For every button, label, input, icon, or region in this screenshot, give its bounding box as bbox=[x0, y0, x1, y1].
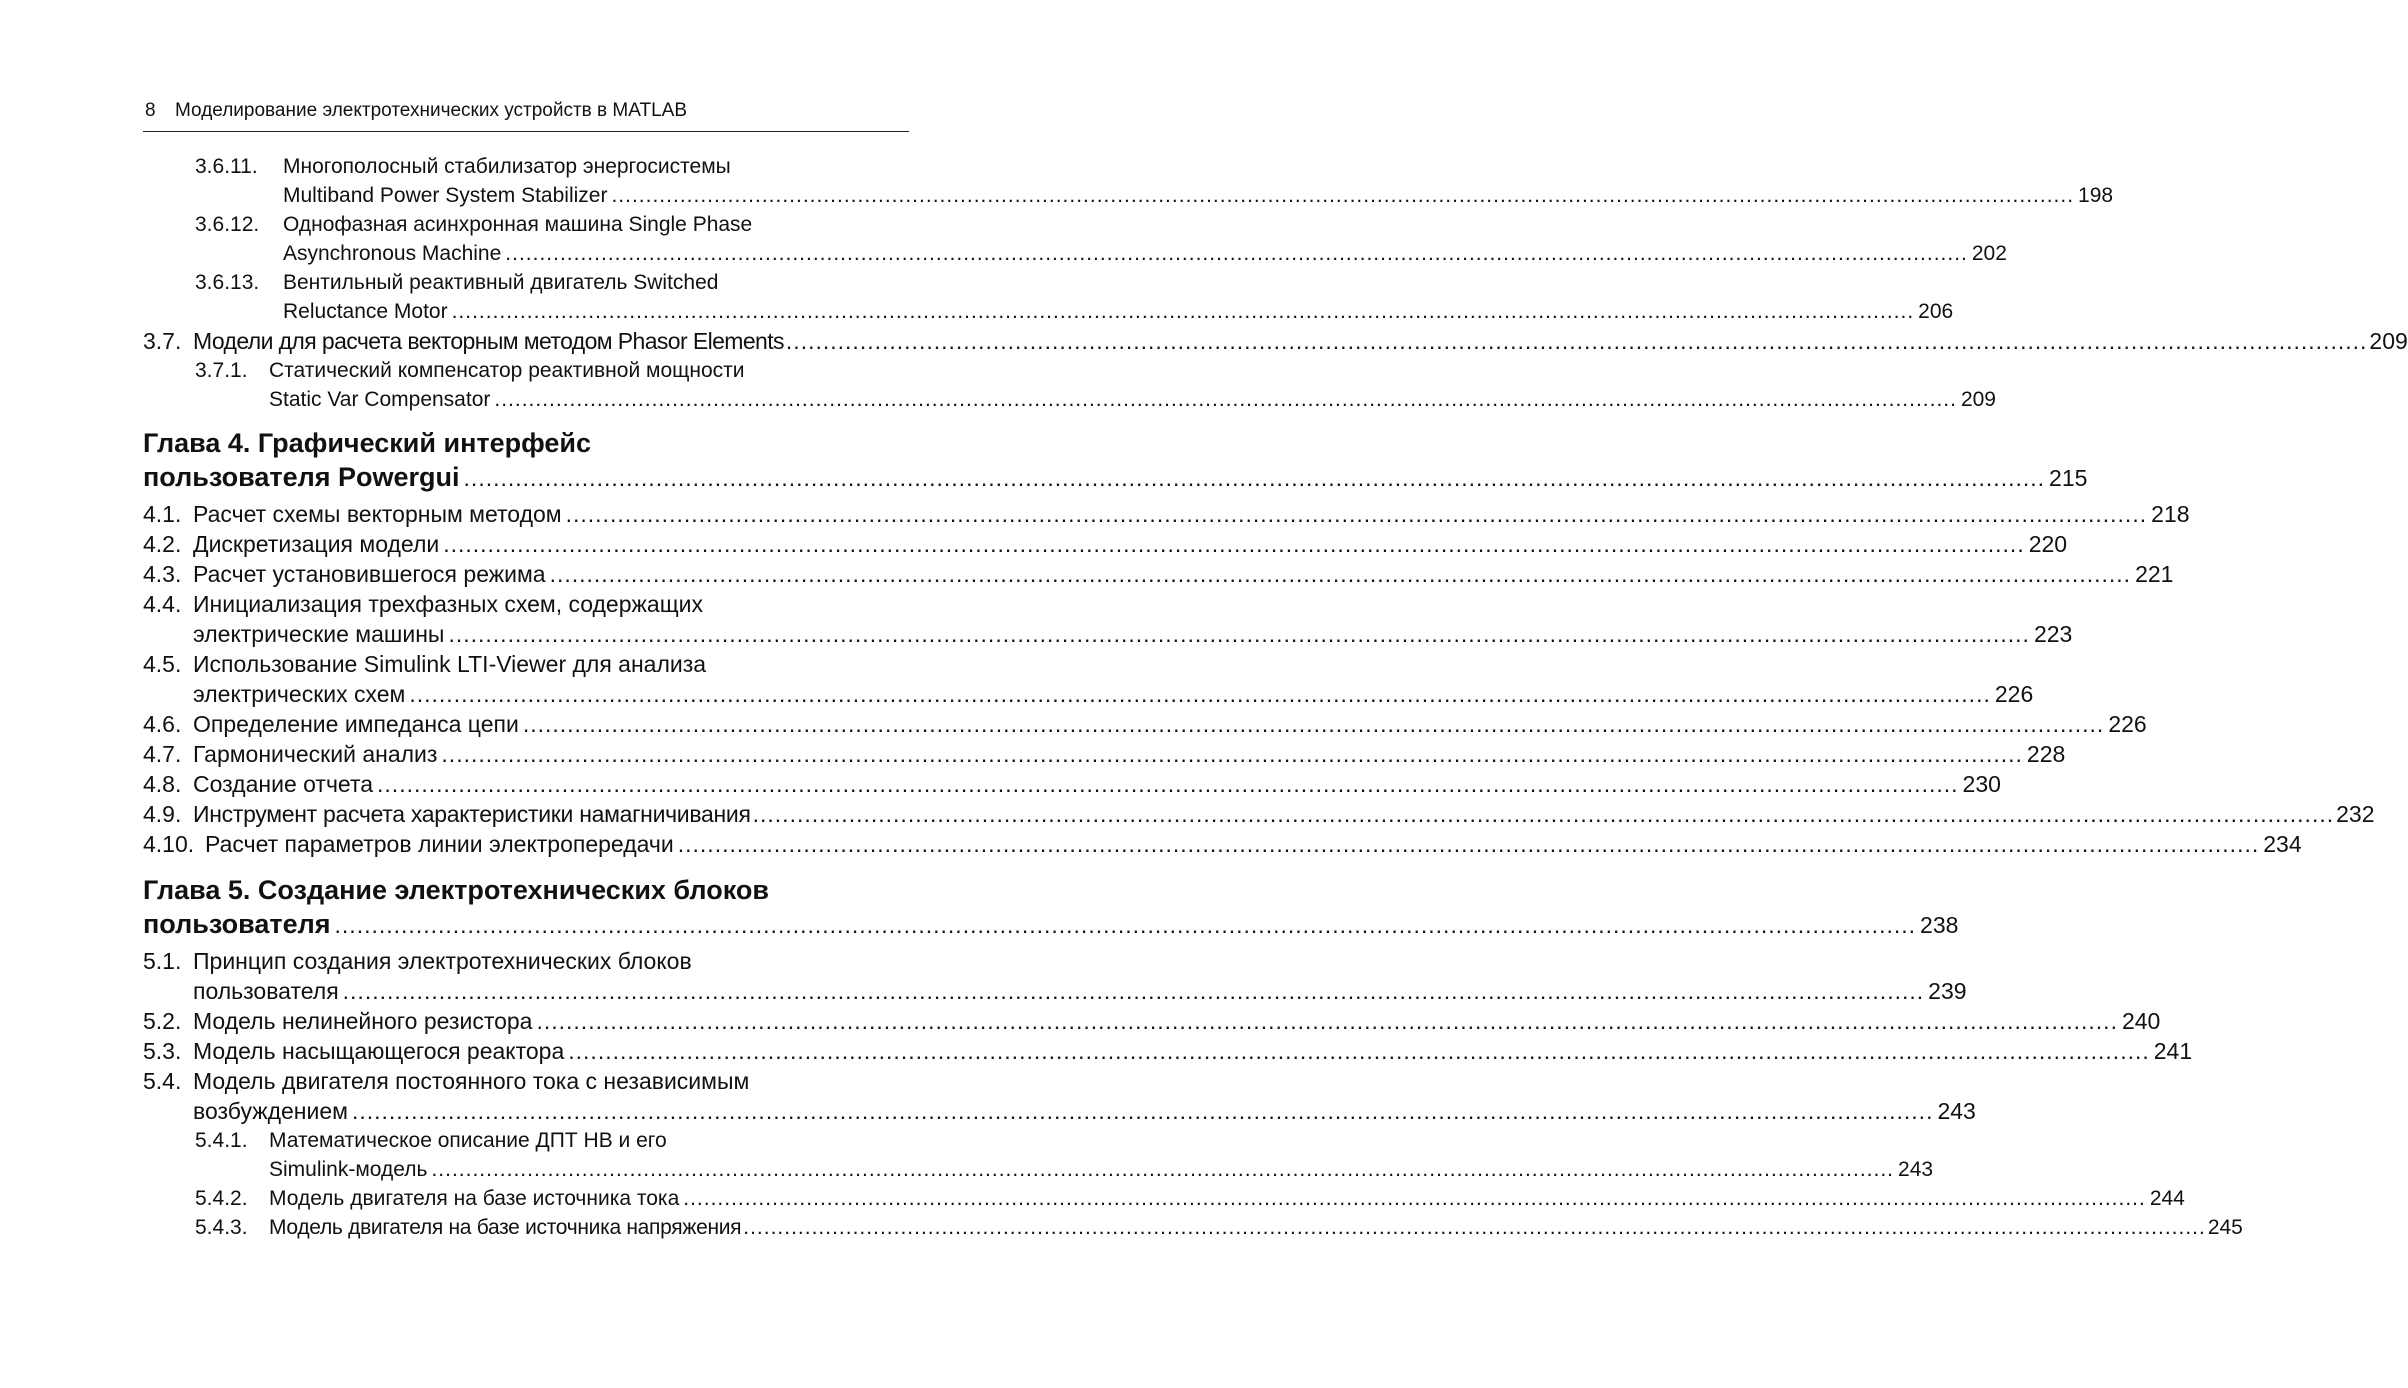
toc-title: Вентильный реактивный двигатель Switched bbox=[283, 271, 719, 294]
toc-number: 5.4.3. bbox=[195, 1216, 248, 1239]
toc-page: 223 bbox=[2033, 621, 2073, 647]
toc-entry-5-4[interactable] bbox=[143, 1066, 1976, 1126]
dot-leader bbox=[523, 709, 2105, 739]
toc-number: 4.7. bbox=[143, 741, 182, 767]
chapter-title-cont: пользователя Powergui bbox=[143, 462, 460, 492]
dot-leader bbox=[550, 559, 2132, 589]
toc-entry-4-4[interactable] bbox=[143, 589, 2073, 649]
toc-title: Однофазная асинхронная машина Single Phase bbox=[283, 213, 753, 236]
toc-entry-5-4-1[interactable] bbox=[143, 1126, 1934, 1184]
dot-leader bbox=[448, 619, 2030, 649]
dot-leader bbox=[611, 181, 2074, 210]
toc-title-cont: Multiband Power System Stabilizer bbox=[283, 184, 608, 207]
toc-entry-4-6[interactable] bbox=[143, 709, 2147, 739]
toc-page: 218 bbox=[2151, 501, 2190, 527]
toc-title-cont: Simulink-модель bbox=[269, 1158, 428, 1181]
toc-page: 244 bbox=[2149, 1187, 2185, 1210]
toc-number: 4.6. bbox=[143, 711, 182, 737]
toc-title-cont: пользователя bbox=[193, 978, 339, 1004]
toc-page: 240 bbox=[2121, 1008, 2161, 1034]
toc-title-cont: возбуждением bbox=[193, 1098, 348, 1124]
toc-page: 243 bbox=[1937, 1098, 1976, 1124]
dot-leader bbox=[678, 829, 2260, 859]
table-of-contents bbox=[143, 152, 2408, 1242]
dot-leader bbox=[683, 1184, 2146, 1213]
toc-number: 3.6.12. bbox=[195, 213, 260, 236]
toc-number: 4.10. bbox=[143, 831, 195, 857]
toc-entry-3-7[interactable] bbox=[143, 326, 2408, 356]
running-title: Моделирование электротехнических устройств в MATLAB bbox=[175, 100, 688, 121]
toc-entry-4-9[interactable] bbox=[143, 799, 2375, 829]
toc-number: 5.2. bbox=[143, 1008, 182, 1034]
chapter-title: Глава 5. Создание электротехнических блоков bbox=[143, 875, 769, 905]
toc-entry-5-1[interactable] bbox=[143, 946, 1967, 1006]
toc-entry-4-8[interactable] bbox=[143, 769, 2001, 799]
dot-leader bbox=[377, 769, 1959, 799]
dot-leader bbox=[743, 1213, 2206, 1242]
toc-entry-5-4-3[interactable] bbox=[143, 1213, 2243, 1242]
dot-leader bbox=[568, 1036, 2150, 1066]
running-header bbox=[143, 100, 909, 132]
page-number: 8 bbox=[145, 100, 156, 121]
toc-entry-5-4-2[interactable] bbox=[143, 1184, 2185, 1213]
toc-title-cont: электрические машины bbox=[193, 621, 445, 647]
dot-leader bbox=[536, 1006, 2118, 1036]
toc-page: 230 bbox=[1962, 771, 2001, 797]
toc-entry-3-7-1[interactable] bbox=[143, 356, 1996, 414]
chapter-title-cont: пользователя bbox=[143, 909, 331, 939]
dot-leader bbox=[566, 499, 2148, 529]
toc-page: 198 bbox=[2078, 184, 2114, 207]
toc-title-cont: Static Var Compensator bbox=[269, 388, 491, 411]
toc-page: 234 bbox=[2263, 831, 2302, 857]
toc-chapter-5[interactable] bbox=[143, 873, 1959, 942]
toc-title: Расчет параметров линии электропередачи bbox=[205, 831, 674, 857]
toc-number: 4.1. bbox=[143, 501, 182, 527]
dot-leader bbox=[494, 385, 1957, 414]
toc-title: Статический компенсатор реактивной мощности bbox=[269, 359, 745, 382]
toc-title: Принцип создания электротехнических блоков bbox=[193, 948, 692, 974]
toc-page: 232 bbox=[2336, 801, 2375, 827]
toc-title: Математическое описание ДПТ НВ и его bbox=[269, 1129, 667, 1152]
dot-leader bbox=[452, 297, 1915, 326]
toc-entry-5-3[interactable] bbox=[143, 1036, 2193, 1066]
book-page bbox=[143, 100, 2408, 1242]
toc-page: 209 bbox=[1960, 388, 1996, 411]
toc-title: Модель двигателя на базе источника тока bbox=[269, 1187, 680, 1210]
dot-leader bbox=[352, 1096, 1934, 1126]
toc-page: 241 bbox=[2153, 1038, 2193, 1064]
dot-leader bbox=[464, 461, 2046, 495]
toc-title-cont: электрических схем bbox=[193, 681, 406, 707]
toc-number: 3.6.11. bbox=[195, 155, 258, 178]
toc-title: Использование Simulink LTI-Viewer для анализа bbox=[193, 651, 707, 677]
chapter-title: Глава 4. Графический интерфейс bbox=[143, 428, 592, 458]
toc-title: Расчет установившегося режима bbox=[193, 561, 546, 587]
toc-entry-4-5[interactable] bbox=[143, 649, 2034, 709]
toc-title-cont: Asynchronous Machine bbox=[283, 242, 502, 265]
toc-number: 3.6.13. bbox=[195, 271, 260, 294]
toc-title: Многополосный стабилизатор энергосистемы bbox=[283, 155, 731, 178]
toc-page: 226 bbox=[1994, 681, 2034, 707]
toc-title: Гармонический анализ bbox=[193, 741, 438, 767]
toc-entry-3-6-13[interactable] bbox=[143, 268, 1954, 326]
toc-number: 4.9. bbox=[143, 801, 182, 827]
toc-chapter-4[interactable] bbox=[143, 426, 2088, 495]
toc-title: Дискретизация модели bbox=[193, 531, 440, 557]
toc-number: 4.4. bbox=[143, 591, 182, 617]
toc-number: 5.4. bbox=[143, 1068, 182, 1094]
toc-entry-3-6-12[interactable] bbox=[143, 210, 2007, 268]
toc-title: Модель двигателя на базе источника напряжения bbox=[269, 1216, 742, 1239]
toc-page: 206 bbox=[1918, 300, 1954, 323]
toc-number: 3.7.1. bbox=[195, 359, 248, 382]
toc-entry-5-2[interactable] bbox=[143, 1006, 2161, 1036]
dot-leader bbox=[443, 529, 2025, 559]
toc-page: 243 bbox=[1898, 1158, 1934, 1181]
toc-title: Создание отчета bbox=[193, 771, 374, 797]
dot-leader bbox=[786, 326, 2368, 356]
toc-number: 5.1. bbox=[143, 948, 182, 974]
dot-leader bbox=[753, 799, 2335, 829]
toc-title: Расчет схемы векторным методом bbox=[193, 501, 562, 527]
dot-leader bbox=[441, 739, 2023, 769]
toc-entry-4-2[interactable] bbox=[143, 529, 2068, 559]
toc-page: 221 bbox=[2135, 561, 2174, 587]
toc-page: 245 bbox=[2207, 1216, 2243, 1239]
toc-page: 226 bbox=[2108, 711, 2147, 737]
toc-number: 4.2. bbox=[143, 531, 182, 557]
toc-number: 5.4.2. bbox=[195, 1187, 248, 1210]
toc-number: 4.8. bbox=[143, 771, 182, 797]
toc-number: 5.3. bbox=[143, 1038, 182, 1064]
toc-entry-4-7[interactable] bbox=[143, 739, 2066, 769]
toc-title: Модель нелинейного резистора bbox=[193, 1008, 533, 1034]
toc-title: Модель насыщающегося реактора bbox=[193, 1038, 565, 1064]
toc-entry-4-1[interactable] bbox=[143, 499, 2190, 529]
toc-title: Инициализация трехфазных схем, содержащих bbox=[193, 591, 703, 617]
toc-page: 239 bbox=[1928, 978, 1967, 1004]
toc-title: Определение импеданса цепи bbox=[193, 711, 519, 737]
toc-entry-4-3[interactable] bbox=[143, 559, 2174, 589]
toc-title: Модель двигателя постоянного тока с независимым bbox=[193, 1068, 750, 1094]
toc-entry-4-10[interactable] bbox=[143, 829, 2302, 859]
toc-page: 228 bbox=[2026, 741, 2066, 767]
toc-page: 202 bbox=[1971, 242, 2007, 265]
toc-number: 4.3. bbox=[143, 561, 182, 587]
dot-leader bbox=[335, 908, 1917, 942]
dot-leader bbox=[505, 239, 1968, 268]
toc-title-cont: Reluctance Motor bbox=[283, 300, 448, 323]
dot-leader bbox=[431, 1155, 1894, 1184]
toc-number: 5.4.1. bbox=[195, 1129, 248, 1152]
toc-page: 215 bbox=[2049, 465, 2088, 491]
toc-page: 220 bbox=[2028, 531, 2068, 557]
toc-page: 209 bbox=[2369, 328, 2408, 354]
toc-title: Модели для расчета векторным методом Phasor Elements bbox=[193, 328, 784, 354]
toc-entry-3-6-11[interactable] bbox=[143, 152, 2114, 210]
toc-number: 4.5. bbox=[143, 651, 182, 677]
toc-number: 3.7. bbox=[143, 328, 182, 354]
dot-leader bbox=[409, 679, 1991, 709]
dot-leader bbox=[343, 976, 1925, 1006]
toc-title: Инструмент расчета характеристики намагничивания bbox=[193, 801, 751, 827]
toc-page: 238 bbox=[1920, 912, 1959, 938]
